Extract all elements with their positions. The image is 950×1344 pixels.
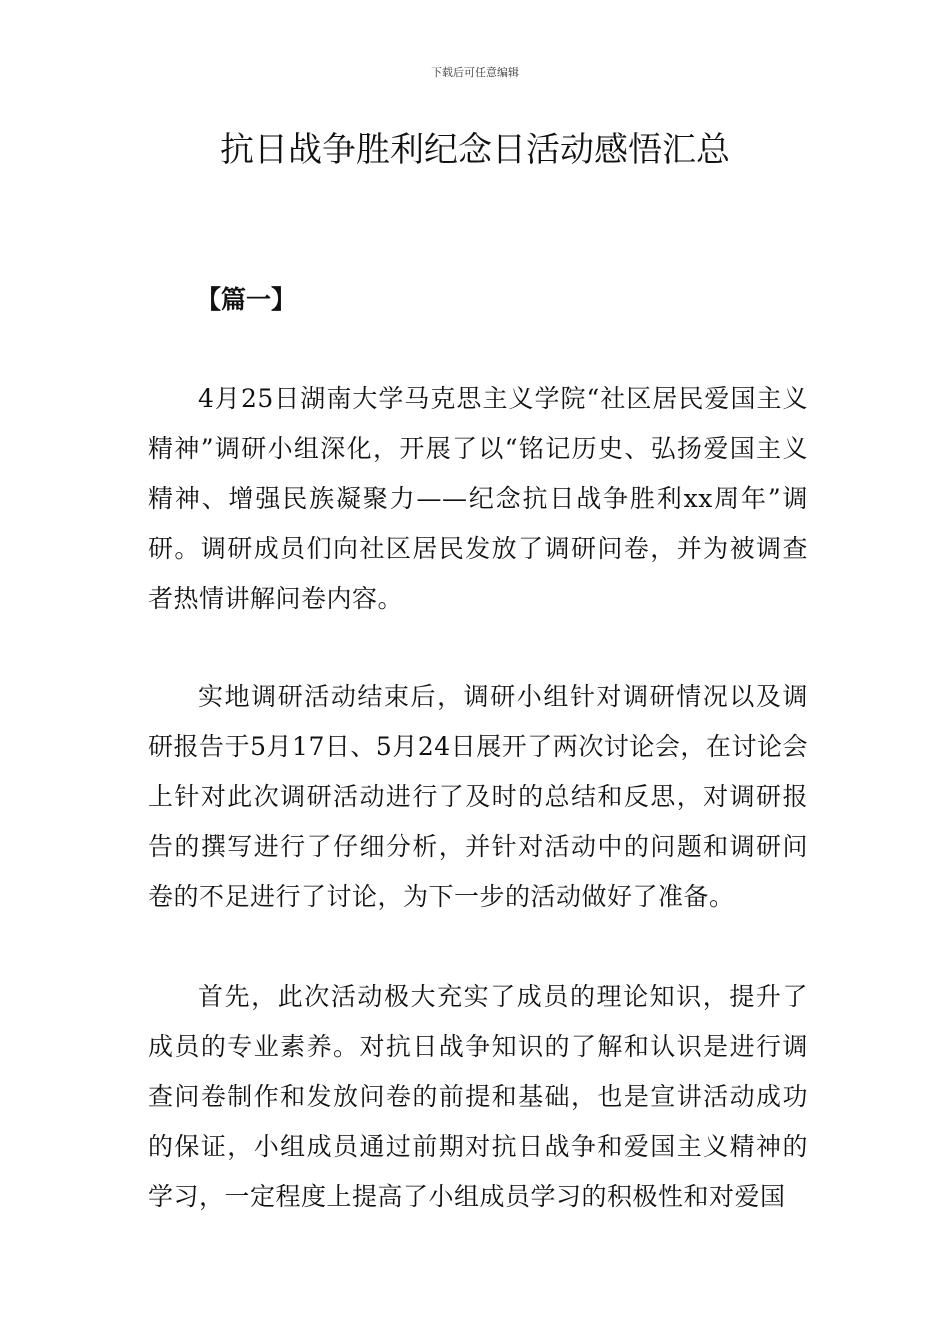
- section-label: 【篇一】: [196, 285, 297, 314]
- body-paragraph-1: 4月25日湖南大学马克思主义学院“社区居民爱国主义精神”调研小组深化，开展了以“铭记历史、弘扬爱国主义精神、增强民族凝聚力——纪念抗日战争胜利xx周年”调研。调研成员们向社区居民发放了调研问卷，并为被调查者热情讲解问卷内容。: [148, 384, 808, 613]
- body-paragraph-2: 实地调研活动结束后，调研小组针对调研情况以及调研报告于5月17日、5月24日展开了两次讨论会，在讨论会上针对此次调研活动进行了及时的总结和反思，对调研报告的撰写进行了仔细分析，并针对活动中的问题和调研问卷的不足进行了讨论，为下一步的活动做好了准备。: [148, 682, 808, 911]
- header-note: 下载后可任意编辑: [431, 66, 519, 79]
- body-paragraph-3: 首先，此次活动极大充实了成员的理论知识，提升了成员的专业素养。对抗日战争知识的了解和认识是进行调查问卷制作和发放问卷的前提和基础，也是宣讲活动成功的保证，小组成员通过前期对抗日战争和爱国主义精神的学习，一定程度上提高了小组成员学习的积极性和对爱国: [148, 982, 808, 1211]
- document-title: 抗日战争胜利纪念日活动感悟汇总: [220, 130, 730, 170]
